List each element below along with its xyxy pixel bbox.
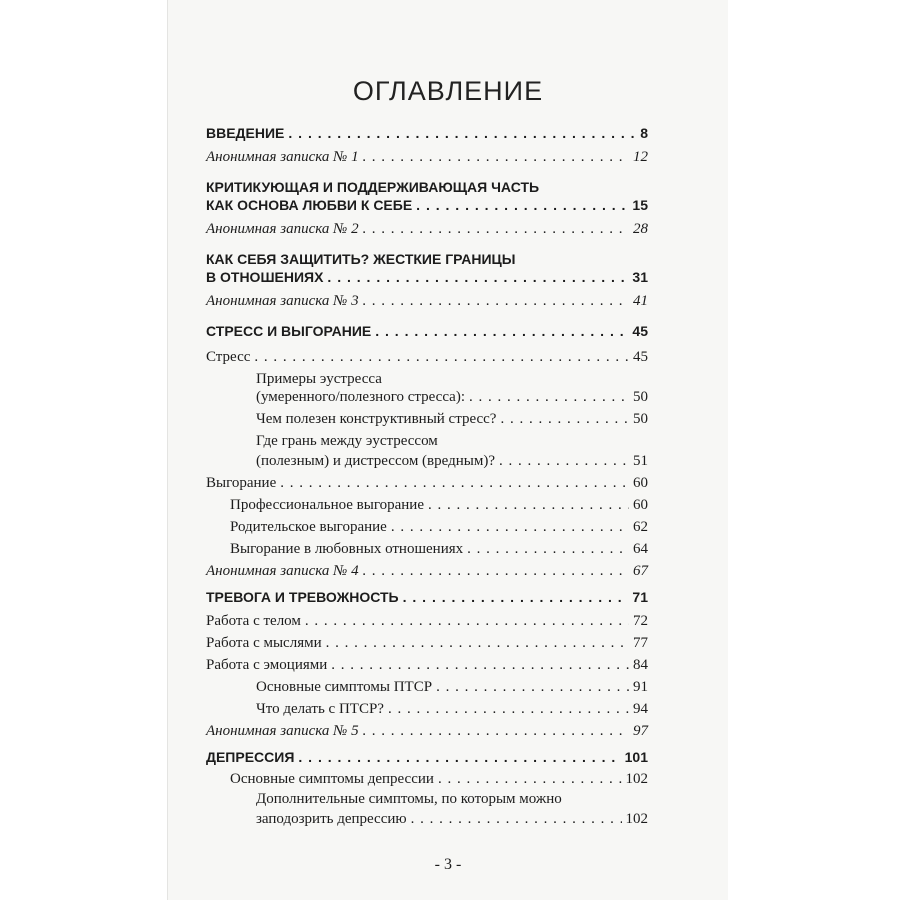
toc-entry-constructive-stress bbox=[256, 410, 648, 428]
dot-leader bbox=[438, 770, 622, 788]
toc-entry-page: 97 bbox=[633, 723, 648, 739]
toc-entry-note-4 bbox=[206, 562, 648, 580]
toc-entry-ptsd-what-to-do bbox=[256, 700, 648, 718]
toc-entry-label: Основные симптомы ПТСР bbox=[256, 679, 433, 695]
toc-entry-page: 51 bbox=[633, 453, 648, 469]
toc-entry-label: заподозрить депрессию bbox=[256, 811, 407, 827]
toc-entry-introduction bbox=[206, 124, 648, 142]
toc-entry-label: Анонимная записка № 1 bbox=[206, 149, 359, 165]
dot-leader bbox=[375, 322, 628, 340]
toc-entry-label: Анонимная записка № 4 bbox=[206, 563, 359, 579]
dot-leader bbox=[326, 634, 629, 652]
dot-leader bbox=[254, 348, 629, 366]
page-number: - 3 - bbox=[434, 856, 462, 873]
toc-entry-label: КАК ОСНОВА ЛЮБВИ К СЕБЕ bbox=[206, 197, 413, 213]
toc-entry-label: Работа с эмоциями bbox=[206, 657, 328, 673]
toc-entry-page: 45 bbox=[633, 349, 648, 365]
toc-entry-page: 45 bbox=[632, 323, 648, 339]
toc-entry-page: 50 bbox=[633, 389, 648, 405]
table-of-contents bbox=[168, 0, 728, 900]
dot-leader bbox=[288, 124, 636, 142]
toc-entry-label: ДЕПРЕССИЯ bbox=[206, 749, 295, 765]
toc-entry-note-1 bbox=[206, 148, 648, 166]
toc-entry-page: 102 bbox=[625, 811, 648, 827]
toc-entry-label: В ОТНОШЕНИЯХ bbox=[206, 269, 324, 285]
toc-entry-professional-burnout bbox=[230, 496, 648, 514]
toc-entry-label: Профессиональное выгорание bbox=[230, 497, 424, 513]
toc-entry-label: Что делать с ПТСР? bbox=[256, 701, 384, 717]
toc-entry-page: 84 bbox=[633, 657, 648, 673]
toc-entry-label: Анонимная записка № 5 bbox=[206, 723, 359, 739]
dot-leader bbox=[363, 220, 629, 238]
toc-entry-note-5 bbox=[206, 722, 648, 740]
toc-entry-love-burnout bbox=[230, 540, 648, 558]
toc-entry-anxiety bbox=[206, 588, 648, 606]
dot-leader bbox=[469, 388, 629, 406]
toc-entry-eustress-distress bbox=[256, 452, 648, 470]
dot-leader bbox=[305, 612, 629, 630]
dot-leader bbox=[500, 410, 629, 428]
toc-entry-page: 60 bbox=[633, 497, 648, 513]
toc-entry-ptsd-symptoms bbox=[256, 678, 648, 696]
toc-entry-additional-symptoms bbox=[256, 810, 648, 828]
toc-entry-label: Работа с телом bbox=[206, 613, 301, 629]
toc-entry-line1: Дополнительные симптомы, по которым можно bbox=[256, 791, 562, 807]
toc-entry-depression-symptoms bbox=[230, 770, 648, 788]
book-page bbox=[168, 0, 728, 900]
toc-entry-note-2 bbox=[206, 220, 648, 238]
toc-entry-label: Стресс bbox=[206, 349, 251, 365]
toc-entry-label: Чем полезен конструктивный стресс? bbox=[256, 411, 497, 427]
toc-entry-body-work bbox=[206, 612, 648, 630]
dot-leader bbox=[327, 268, 628, 286]
toc-entry-line1: Где грань между эустрессом bbox=[256, 433, 438, 449]
toc-entry-stress bbox=[206, 348, 648, 366]
toc-entry-page: 71 bbox=[632, 589, 648, 605]
dot-leader bbox=[363, 292, 629, 310]
toc-entry-boundaries bbox=[206, 268, 648, 286]
dot-leader bbox=[428, 496, 629, 514]
toc-entry-critical-part bbox=[206, 196, 648, 214]
toc-entry-page: 50 bbox=[633, 411, 648, 427]
dot-leader bbox=[391, 518, 629, 536]
toc-entry-eustress-examples bbox=[256, 388, 648, 406]
dot-leader bbox=[298, 748, 620, 766]
toc-entry-label: Родительское выгорание bbox=[230, 519, 387, 535]
toc-entry-label: ВВЕДЕНИЕ bbox=[206, 125, 285, 141]
toc-entry-burnout bbox=[206, 474, 648, 492]
toc-entry-line1: Примеры эустресса bbox=[256, 371, 382, 387]
toc-entry-page: 62 bbox=[633, 519, 648, 535]
dot-leader bbox=[416, 196, 628, 214]
toc-entry-page: 101 bbox=[624, 749, 648, 765]
toc-entry-page: 72 bbox=[633, 613, 648, 629]
toc-entry-emotions-work bbox=[206, 656, 648, 674]
dot-leader bbox=[331, 656, 629, 674]
dot-leader bbox=[403, 588, 629, 606]
toc-entry-line1: КАК СЕБЯ ЗАЩИТИТЬ? ЖЕСТКИЕ ГРАНИЦЫ bbox=[206, 251, 516, 267]
toc-entry-page: 31 bbox=[632, 269, 648, 285]
toc-entry-label: Выгорание bbox=[206, 475, 277, 491]
toc-entry-label: Работа с мыслями bbox=[206, 635, 322, 651]
toc-entry-line1: КРИТИКУЮЩАЯ И ПОДДЕРЖИВАЮЩАЯ ЧАСТЬ bbox=[206, 179, 540, 195]
toc-entry-label: СТРЕСС И ВЫГОРАНИЕ bbox=[206, 323, 372, 339]
toc-entry-depression bbox=[206, 748, 648, 766]
toc-entry-thoughts-work bbox=[206, 634, 648, 652]
dot-leader bbox=[363, 148, 629, 166]
dot-leader bbox=[363, 722, 629, 740]
toc-entry-page: 64 bbox=[633, 541, 648, 557]
toc-entry-page: 102 bbox=[625, 771, 648, 787]
toc-entry-page: 60 bbox=[633, 475, 648, 491]
toc-entry-parental-burnout bbox=[230, 518, 648, 536]
dot-leader bbox=[363, 562, 629, 580]
toc-entry-label: ТРЕВОГА И ТРЕВОЖНОСТЬ bbox=[206, 589, 399, 605]
dot-leader bbox=[499, 452, 629, 470]
page-title: ОГЛАВЛЕНИЕ bbox=[352, 76, 544, 106]
toc-entry-page: 8 bbox=[640, 125, 648, 141]
dot-leader bbox=[280, 474, 629, 492]
toc-entry-label: (полезным) и дистрессом (вредным)? bbox=[256, 453, 495, 469]
toc-entry-page: 12 bbox=[633, 149, 648, 165]
toc-entry-page: 94 bbox=[633, 701, 648, 717]
toc-entry-label: Анонимная записка № 2 bbox=[206, 221, 359, 237]
toc-entry-label: Анонимная записка № 3 bbox=[206, 293, 359, 309]
dot-leader bbox=[467, 540, 629, 558]
toc-entry-stress-burnout bbox=[206, 322, 648, 340]
toc-entry-page: 67 bbox=[633, 563, 648, 579]
toc-entry-note-3 bbox=[206, 292, 648, 310]
dot-leader bbox=[411, 810, 622, 828]
toc-entry-page: 15 bbox=[632, 197, 648, 213]
dot-leader bbox=[388, 700, 629, 718]
toc-entry-label: (умеренного/полезного стресса): bbox=[256, 389, 465, 405]
toc-entry-page: 91 bbox=[633, 679, 648, 695]
toc-entry-label: Основные симптомы депрессии bbox=[230, 771, 434, 787]
toc-entry-page: 77 bbox=[633, 635, 648, 651]
toc-entry-label: Выгорание в любовных отношениях bbox=[230, 541, 464, 557]
toc-entry-page: 28 bbox=[633, 221, 648, 237]
toc-entry-page: 41 bbox=[633, 293, 648, 309]
dot-leader bbox=[436, 678, 629, 696]
